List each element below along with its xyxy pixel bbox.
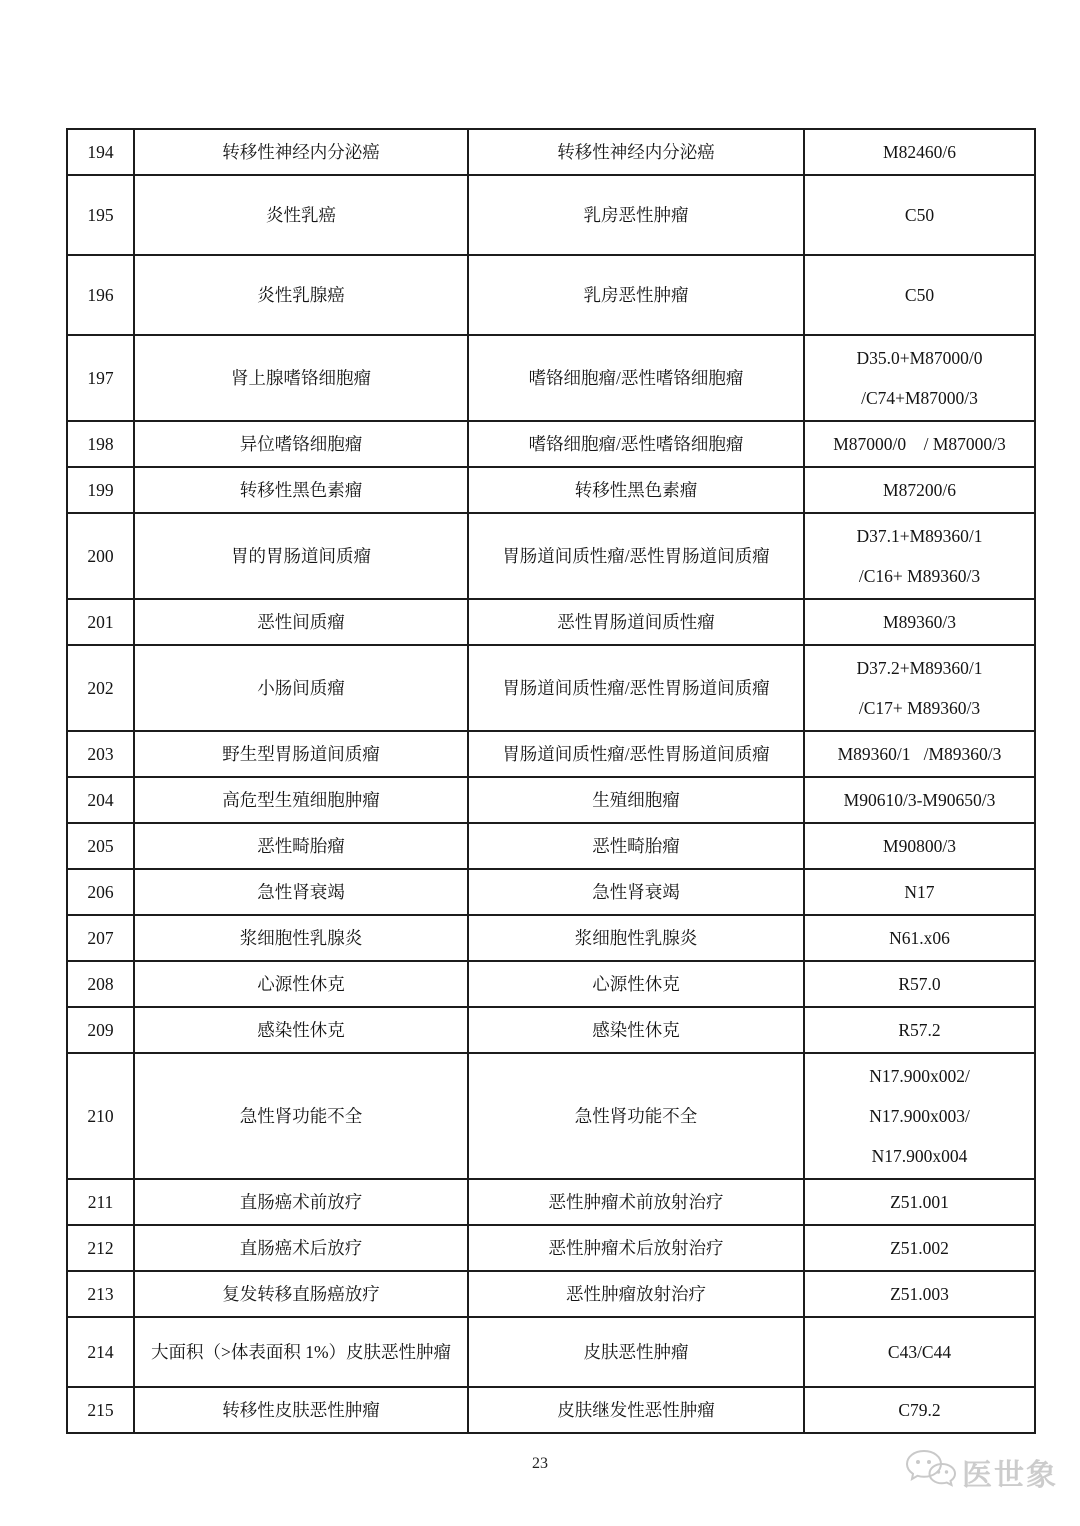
disease-name-cell: 胃的胃肠道间质瘤 <box>134 513 468 599</box>
code-line: C43/C44 <box>887 1342 952 1362</box>
standard-disease-name-cell: 恶性肿瘤术后放射治疗 <box>468 1225 804 1271</box>
row-number-cell: 198 <box>67 421 134 467</box>
row-number-cell: 204 <box>67 777 134 823</box>
code-line: /C74+M87000/3 <box>861 388 978 408</box>
table-row <box>67 421 1035 467</box>
disease-name-cell: 恶性畸胎瘤 <box>134 823 468 869</box>
table-row <box>67 255 1035 335</box>
icd-code-cell <box>804 1053 1035 1179</box>
standard-disease-name-cell: 嗜铬细胞瘤/恶性嗜铬细胞瘤 <box>468 335 804 421</box>
standard-disease-name-cell: 胃肠道间质性瘤/恶性胃肠道间质瘤 <box>468 731 804 777</box>
icd-code-cell <box>804 513 1035 599</box>
icd-code-cell <box>804 335 1035 421</box>
icd-code-cell <box>804 175 1035 255</box>
code-line: M87200/6 <box>883 480 956 500</box>
brand-watermark <box>904 1448 1058 1495</box>
row-number-cell: 202 <box>67 645 134 731</box>
icd-code-cell <box>804 777 1035 823</box>
standard-disease-name-cell: 乳房恶性肿瘤 <box>468 255 804 335</box>
row-number-cell: 203 <box>67 731 134 777</box>
standard-disease-name-cell: 乳房恶性肿瘤 <box>468 175 804 255</box>
row-number-cell: 211 <box>67 1179 134 1225</box>
row-number-cell: 215 <box>67 1387 134 1433</box>
code-line: /C16+ M89360/3 <box>858 566 981 586</box>
row-number-cell: 201 <box>67 599 134 645</box>
disease-name-cell: 小肠间质瘤 <box>134 645 468 731</box>
code-line: N17.900x003/ <box>869 1106 970 1126</box>
code-line: D37.2+M89360/1 <box>856 658 983 678</box>
code-line: M82460/6 <box>883 142 956 162</box>
disease-name-cell: 转移性神经内分泌癌 <box>134 129 468 175</box>
icd-code-cell <box>804 645 1035 731</box>
code-line: N17.900x004 <box>871 1146 968 1166</box>
row-number-cell: 206 <box>67 869 134 915</box>
table-row <box>67 1271 1035 1317</box>
disease-name-cell: 肾上腺嗜铬细胞瘤 <box>134 335 468 421</box>
standard-disease-name-cell: 心源性休克 <box>468 961 804 1007</box>
icd-code-cell <box>804 1179 1035 1225</box>
table-row <box>67 645 1035 731</box>
row-number-cell: 200 <box>67 513 134 599</box>
code-line: N61.x06 <box>889 928 950 948</box>
standard-disease-name-cell: 恶性胃肠道间质性瘤 <box>468 599 804 645</box>
table-row <box>67 599 1035 645</box>
row-number-cell: 199 <box>67 467 134 513</box>
disease-name-cell: 炎性乳腺癌 <box>134 255 468 335</box>
row-number-cell: 210 <box>67 1053 134 1179</box>
row-number-cell: 195 <box>67 175 134 255</box>
standard-disease-name-cell: 恶性肿瘤放射治疗 <box>468 1271 804 1317</box>
standard-disease-name-cell: 急性肾衰竭 <box>468 869 804 915</box>
row-number-cell: 214 <box>67 1317 134 1387</box>
disease-name-cell: 急性肾衰竭 <box>134 869 468 915</box>
page-number: 23 <box>532 1455 548 1472</box>
table-row <box>67 1179 1035 1225</box>
disease-name-cell: 感染性休克 <box>134 1007 468 1053</box>
standard-disease-name-cell: 胃肠道间质性瘤/恶性胃肠道间质瘤 <box>468 513 804 599</box>
disease-name-cell: 大面积（>体表面积 1%）皮肤恶性肿瘤 <box>134 1317 468 1387</box>
code-line: M90610/3-M90650/3 <box>843 790 996 810</box>
table-row <box>67 1225 1035 1271</box>
icd-code-cell <box>804 961 1035 1007</box>
disease-name-cell: 高危型生殖细胞肿瘤 <box>134 777 468 823</box>
row-number-cell: 197 <box>67 335 134 421</box>
standard-disease-name-cell: 浆细胞性乳腺炎 <box>468 915 804 961</box>
standard-disease-name-cell: 嗜铬细胞瘤/恶性嗜铬细胞瘤 <box>468 421 804 467</box>
icd-code-cell <box>804 1007 1035 1053</box>
icd-mapping-table <box>66 128 1036 1434</box>
disease-name-cell: 炎性乳癌 <box>134 175 468 255</box>
code-line: Z51.001 <box>890 1192 949 1212</box>
icd-code-cell <box>804 255 1035 335</box>
icd-code-cell <box>804 467 1035 513</box>
table-row <box>67 961 1035 1007</box>
row-number-cell: 208 <box>67 961 134 1007</box>
disease-name-cell: 转移性黑色素瘤 <box>134 467 468 513</box>
code-line: D37.1+M89360/1 <box>856 526 983 546</box>
code-line: D35.0+M87000/0 <box>856 348 983 368</box>
icd-code-cell <box>804 421 1035 467</box>
code-line: N17.900x002/ <box>869 1066 970 1086</box>
disease-name-cell: 复发转移直肠癌放疗 <box>134 1271 468 1317</box>
icd-code-cell <box>804 1387 1035 1433</box>
table-row <box>67 1053 1035 1179</box>
icd-code-cell <box>804 915 1035 961</box>
table-row <box>67 1007 1035 1053</box>
row-number-cell: 212 <box>67 1225 134 1271</box>
code-line: C50 <box>904 205 935 225</box>
code-line: C50 <box>904 285 935 305</box>
code-line: Z51.002 <box>890 1238 949 1258</box>
table-row <box>67 915 1035 961</box>
icd-code-cell <box>804 869 1035 915</box>
table-row <box>67 1317 1035 1387</box>
standard-disease-name-cell: 皮肤恶性肿瘤 <box>468 1317 804 1387</box>
disease-name-cell: 心源性休克 <box>134 961 468 1007</box>
table-row <box>67 869 1035 915</box>
standard-disease-name-cell: 皮肤继发性恶性肿瘤 <box>468 1387 804 1433</box>
row-number-cell: 213 <box>67 1271 134 1317</box>
standard-disease-name-cell: 恶性肿瘤术前放射治疗 <box>468 1179 804 1225</box>
disease-name-cell: 异位嗜铬细胞瘤 <box>134 421 468 467</box>
table-row <box>67 335 1035 421</box>
icd-code-cell <box>804 731 1035 777</box>
disease-name-cell: 直肠癌术前放疗 <box>134 1179 468 1225</box>
table-row <box>67 129 1035 175</box>
row-number-cell: 207 <box>67 915 134 961</box>
wechat-bubbles-icon <box>904 1448 956 1495</box>
disease-name-cell: 浆细胞性乳腺炎 <box>134 915 468 961</box>
standard-disease-name-cell: 转移性神经内分泌癌 <box>468 129 804 175</box>
icd-code-cell <box>804 599 1035 645</box>
disease-name-cell: 急性肾功能不全 <box>134 1053 468 1179</box>
code-line: M89360/3 <box>883 612 956 632</box>
standard-disease-name-cell: 感染性休克 <box>468 1007 804 1053</box>
code-line: R57.0 <box>898 974 941 994</box>
disease-name-cell: 转移性皮肤恶性肿瘤 <box>134 1387 468 1433</box>
table-row <box>67 1387 1035 1433</box>
code-line: M87000/0 / M87000/3 <box>833 434 1006 454</box>
icd-code-cell <box>804 1317 1035 1387</box>
row-number-cell: 209 <box>67 1007 134 1053</box>
icd-code-cell <box>804 823 1035 869</box>
row-number-cell: 196 <box>67 255 134 335</box>
code-line: M89360/1 /M89360/3 <box>837 744 1002 764</box>
disease-name-cell: 野生型胃肠道间质瘤 <box>134 731 468 777</box>
code-line: C79.2 <box>898 1400 941 1420</box>
icd-code-cell <box>804 1225 1035 1271</box>
standard-disease-name-cell: 恶性畸胎瘤 <box>468 823 804 869</box>
code-line: Z51.003 <box>890 1284 949 1304</box>
table-row <box>67 467 1035 513</box>
brand-name: 医世象 <box>962 1458 1058 1492</box>
icd-code-cell <box>804 129 1035 175</box>
table-row <box>67 175 1035 255</box>
standard-disease-name-cell: 胃肠道间质性瘤/恶性胃肠道间质瘤 <box>468 645 804 731</box>
table-row <box>67 777 1035 823</box>
icd-code-cell <box>804 1271 1035 1317</box>
standard-disease-name-cell: 急性肾功能不全 <box>468 1053 804 1179</box>
code-line: N17 <box>904 882 935 902</box>
table-row <box>67 513 1035 599</box>
disease-name-cell: 恶性间质瘤 <box>134 599 468 645</box>
standard-disease-name-cell: 转移性黑色素瘤 <box>468 467 804 513</box>
code-line: M90800/3 <box>883 836 956 856</box>
disease-name-cell: 直肠癌术后放疗 <box>134 1225 468 1271</box>
code-line: /C17+ M89360/3 <box>858 698 981 718</box>
row-number-cell: 205 <box>67 823 134 869</box>
code-line: R57.2 <box>898 1020 941 1040</box>
table-row <box>67 731 1035 777</box>
standard-disease-name-cell: 生殖细胞瘤 <box>468 777 804 823</box>
row-number-cell: 194 <box>67 129 134 175</box>
table-row <box>67 823 1035 869</box>
